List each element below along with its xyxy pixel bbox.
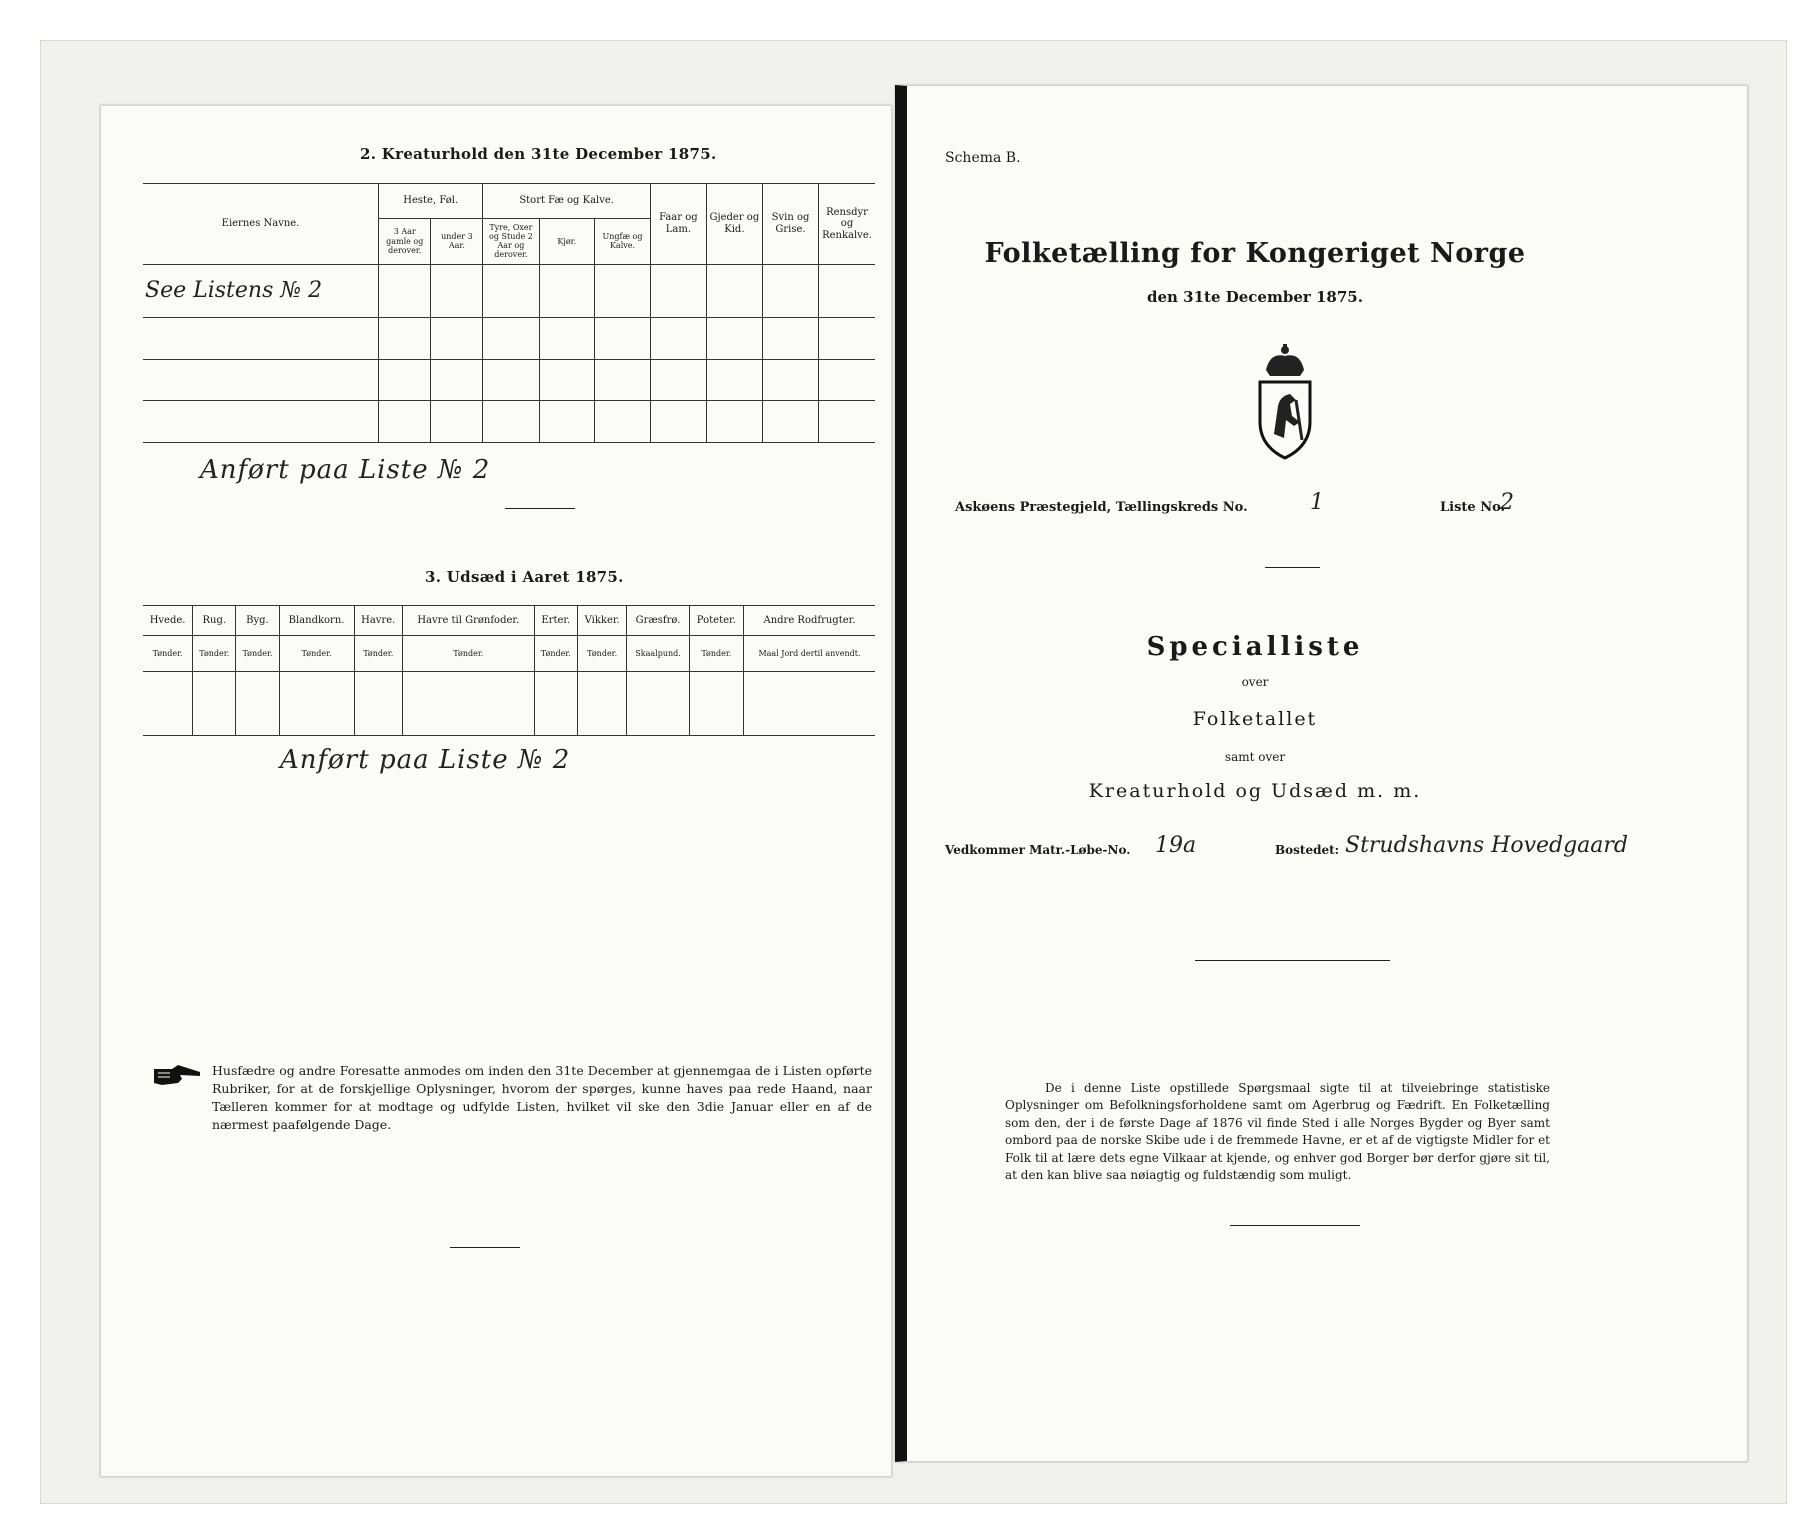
goats-header: Gjeder og Kid. — [706, 184, 762, 265]
owner-header: Eiernes Navne. — [143, 184, 379, 265]
handwritten-note-seed: Anført paa Liste № 2 — [280, 745, 571, 775]
parish-label: Askøens Præstegjeld, Tællingskreds No. — [955, 500, 1248, 515]
seed-column-unit: Tønder. — [279, 636, 354, 672]
bosted-value: Strudshavns Hovedgaard — [1345, 833, 1629, 858]
table-cell — [689, 672, 743, 736]
horses-sub-young: under 3 Aar. — [431, 218, 483, 264]
seed-column-unit: Tønder. — [689, 636, 743, 672]
notice-text: Husfædre og andre Foresatte anmodes om inden den 31te December at gjennemgaa de i Listen opførte Rubriker, for at de forskjellige Oplysninger, hvorom der spørges, kunne haves paa rede Haand, naar Tælleren kommer for at modtage og udfylde Listen, hvilket vil ske den 3die Januar eller en af de nærmest paafølgende Dage. — [212, 1063, 872, 1133]
seed-column-unit: Tønder. — [236, 636, 279, 672]
special-list-title: Specialliste — [1146, 632, 1364, 662]
horses-sub-old: 3 Aar gamle og derover. — [379, 218, 431, 264]
table-cell — [534, 672, 577, 736]
seed-column-unit: Tønder. — [354, 636, 402, 672]
list-number: 2 — [1500, 490, 1514, 515]
cattle-sub-cows: Kjør. — [539, 218, 595, 264]
bosted-label: Bostedet: — [1275, 843, 1340, 857]
handwritten-note-livestock: Anført paa Liste № 2 — [200, 455, 491, 485]
folketallet-text: Folketallet — [1192, 708, 1318, 730]
table-cell — [279, 672, 354, 736]
list-label: Liste No. — [1440, 500, 1506, 515]
seed-column-header: Havre. — [354, 606, 402, 636]
seed-column-header: Rug. — [193, 606, 236, 636]
seed-column-unit: Tønder. — [143, 636, 193, 672]
table-cell — [354, 672, 402, 736]
norway-coat-of-arms-icon — [1250, 342, 1320, 462]
divider — [1230, 1225, 1360, 1226]
cattle-header: Stort Fæ og Kalve. — [483, 184, 651, 219]
pointing-hand-icon — [152, 1063, 204, 1089]
table-cell — [744, 672, 876, 736]
seed-table — [143, 605, 875, 736]
table-cell — [193, 672, 236, 736]
table-row — [143, 672, 875, 736]
cattle-sub-bulls: Tyre, Oxer og Stude 2 Aar og derover. — [483, 218, 539, 264]
owner-reference: See Listens № 2 — [145, 278, 323, 304]
seed-column-header: Græsfrø. — [627, 606, 689, 636]
seed-column-header: Byg. — [236, 606, 279, 636]
livestock-table — [143, 183, 875, 443]
table-cell — [143, 672, 193, 736]
table-row — [143, 401, 875, 443]
census-date: den 31te December 1875. — [1147, 288, 1363, 306]
seed-column-header: Vikker. — [577, 606, 627, 636]
seed-column-unit: Tønder. — [402, 636, 534, 672]
seed-column-unit: Maal Jord dertil anvendt. — [744, 636, 876, 672]
table-cell — [627, 672, 689, 736]
matr-number: 19a — [1155, 833, 1197, 858]
seed-column-unit: Tønder. — [534, 636, 577, 672]
reindeer-header: Rensdyr og Renkalve. — [819, 184, 875, 265]
pigs-header: Svin og Grise. — [762, 184, 818, 265]
footer-text: De i denne Liste opstillede Spørgsmaal sigte til at tilveiebringe statistiske Oplysninger om Befolkningsforholdene samt om Agerbrug og Fædrift. En Folketælling som den, der i de første Dage af 1876 vil finde Sted i alle Norges Bygder og Byer samt ombord paa de norske Skibe ude i de fremmede Havne, er et af de vigtigste Midler for et Folk til at lære dets egne Vilkaar at kjende, og enhver god Borger bør derfor gjøre sit til, at den kan blive saa nøiagtig og fuldstændig som muligt. — [1005, 1081, 1550, 1182]
horses-header: Heste, Føl. — [379, 184, 483, 219]
table-cell — [402, 672, 534, 736]
seed-column-unit: Skaalpund. — [627, 636, 689, 672]
seed-column-header: Poteter. — [689, 606, 743, 636]
over-text: over — [1241, 675, 1269, 689]
sheep-header: Faar og Lam. — [650, 184, 706, 265]
main-title: Folketælling for Kongeriget Norge — [984, 238, 1526, 269]
table-cell — [577, 672, 627, 736]
cattle-sub-calves: Ungfæ og Kalve. — [595, 218, 651, 264]
table-row — [143, 264, 875, 317]
seed-column-header: Hvede. — [143, 606, 193, 636]
divider — [1195, 960, 1390, 961]
seed-column-unit: Tønder. — [577, 636, 627, 672]
section-2-title: 2. Kreaturhold den 31te December 1875. — [360, 145, 717, 163]
seed-column-header: Havre til Grønfoder. — [402, 606, 534, 636]
seed-column-header: Andre Rodfrugter. — [744, 606, 876, 636]
table-row — [143, 317, 875, 359]
district-number: 1 — [1310, 490, 1324, 515]
table-row — [143, 359, 875, 401]
matr-label: Vedkommer Matr.-Løbe-No. — [945, 843, 1131, 857]
seed-column-unit: Tønder. — [193, 636, 236, 672]
divider — [505, 508, 575, 509]
kreaturhold-text: Kreaturhold og Udsæd m. m. — [1088, 780, 1422, 802]
divider — [450, 1247, 520, 1248]
seed-column-header: Blandkorn. — [279, 606, 354, 636]
samt-over-text: samt over — [1224, 750, 1286, 764]
section-3-title: 3. Udsæd i Aaret 1875. — [425, 568, 624, 586]
table-cell — [236, 672, 279, 736]
divider — [1265, 567, 1320, 568]
schema-label: Schema B. — [945, 150, 1021, 166]
seed-column-header: Erter. — [534, 606, 577, 636]
